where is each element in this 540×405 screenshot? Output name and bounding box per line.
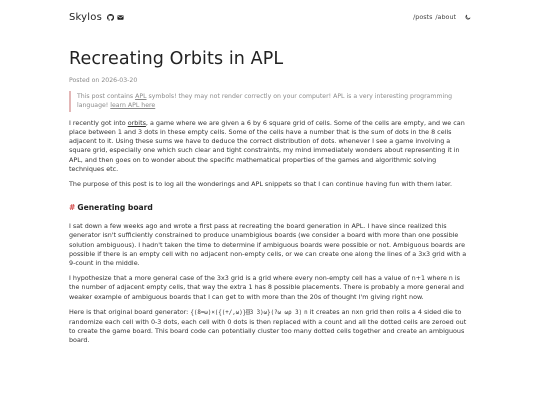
section-heading-text: Generating board xyxy=(77,203,153,213)
post-content xyxy=(69,49,471,346)
apl-warning-note xyxy=(69,91,471,112)
github-icon[interactable] xyxy=(107,14,114,21)
intro-paragraph xyxy=(69,119,471,174)
board-paragraph-1: I sat down a few weeks ago and wrote a first pass at recreating the board generation in APL. I have since realized this generator isn't sufficiently constrained to produce unambigious boards (we consider a board with more than one possible solution ambiguous). I hadn't taken the time to determine if ambiguous boards were possible or not. Ambiguous boards are possible if there is an empty cell with no adjacent non-empty cells, or we can create one along the lines of a 3x3 grid with a 9-count in the middle. xyxy=(69,222,467,268)
mail-icon[interactable] xyxy=(117,14,124,21)
generator-text-rest: it creates an nxn grid then rolls a 4 sided die to randomize each cell with 0-3 dots, each cell with 0 dots is then replaced with a count and all the dotted cells are zeroed out to create the game board. This board code can potentially cluster too many dotted cells together and create an ambiguous board. xyxy=(69,307,467,345)
board-paragraph-3 xyxy=(69,308,471,346)
apl-link[interactable]: APL xyxy=(135,93,147,100)
nav-posts-link[interactable]: /posts xyxy=(413,13,433,21)
intro-text-start: I recently got into xyxy=(69,118,128,127)
apl-code-snippet: {(8=⍵)×({(+/,⍵)}⌺3 3)⍵}(?⍵ ⍵⍴ 3) xyxy=(190,309,303,316)
section-heading-generating-board xyxy=(69,203,471,212)
note-text-start: This post contains xyxy=(77,93,136,100)
heading-anchor-hash[interactable]: # xyxy=(69,203,76,213)
moon-icon[interactable] xyxy=(465,14,471,20)
apl-code-arg: n xyxy=(304,309,308,316)
generator-text-start: Here is that original board generator: xyxy=(69,307,191,316)
learn-apl-link[interactable]: learn APL here xyxy=(110,102,156,110)
post-date: Posted on 2026-03-20 xyxy=(69,77,138,84)
board-paragraph-2: I hypothesize that a more general case of the 3x3 grid is a grid where every non-empty cell has a value of n+1 where n is the number of adjacent empty cells, that way the extra 1 has 8 possible placements. There is probably a more general and weaker example of ambiguous boards that I can get to with more than the 20s of thought I'm giving right now. xyxy=(69,274,464,301)
orbits-link[interactable]: orbits xyxy=(127,118,146,127)
site-header xyxy=(69,8,471,26)
intro-text-rest: , a game where we are given a 6 by 6 square grid of cells. Some of the cells are empty, and we can place between 1 and 3 dots in these empty cells. Some of the cells have a number that is the sum of dots in the 8 cells adjacent to it. Using these sums we have to deduce the correct distribution of dots. whenever I see a game involving a square grid, especially one which such clear and tight constraints, my mind immediately wonders about representing it in APL, and then goes on to wonder about the specific mathematical properties of the games and algorithmic solving techniques etc. xyxy=(69,118,465,173)
main-nav xyxy=(410,13,471,21)
purpose-paragraph: The purpose of this post is to log all the wonderings and APL snippets so that I can continue having fun with them later. xyxy=(69,180,453,189)
note-text-middle: symbols! they may not render correctly on your computer! APL is a very interesting programming language! xyxy=(77,93,453,110)
nav-about-link[interactable]: /about xyxy=(435,13,456,21)
site-title[interactable]: Skylos xyxy=(69,11,103,23)
post-title: Recreating Orbits in APL xyxy=(69,49,284,69)
